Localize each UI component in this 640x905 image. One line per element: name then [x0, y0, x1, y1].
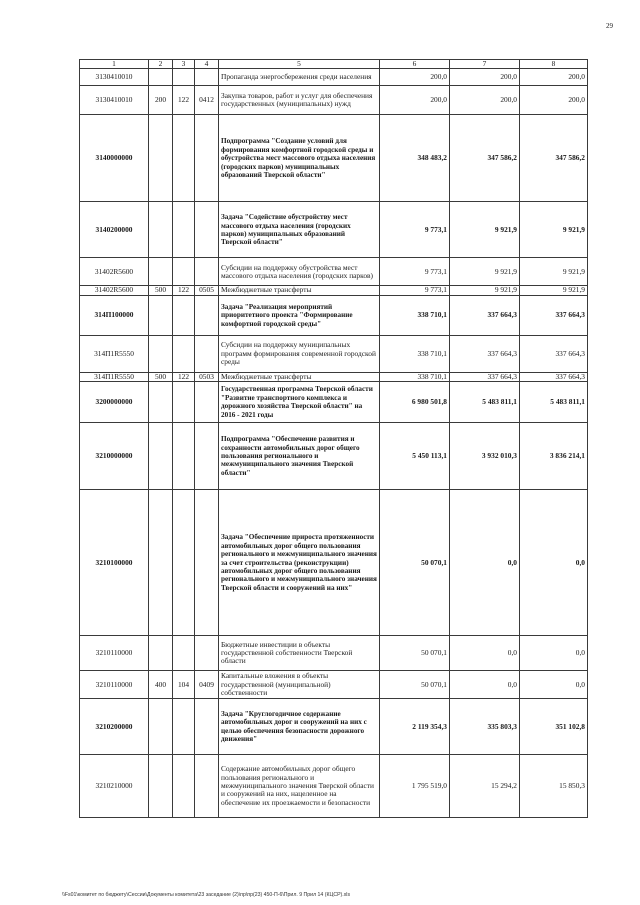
- row-name-cell: Капитальные вложения в объекты государственной (муниципальной) собственности: [219, 671, 380, 699]
- row-value-cell: 338 710,1: [380, 335, 450, 372]
- row-value-cell: 9 921,9: [450, 286, 520, 295]
- table-row: [80, 636, 588, 671]
- row-code-cell: 31402R5600: [80, 258, 149, 286]
- header-cell: 2: [149, 60, 173, 69]
- table-row: [80, 490, 588, 636]
- row-value-cell: 348 483,2: [380, 115, 450, 202]
- row-type-cell: [149, 699, 173, 755]
- row-type-cell: [149, 69, 173, 86]
- row-code-cell: 3210100000: [80, 490, 149, 636]
- budget-table: [79, 59, 588, 818]
- header-cell: 5: [219, 60, 380, 69]
- row-value-cell: 3 932 010,3: [450, 423, 520, 490]
- row-code-cell: 3130410010: [80, 69, 149, 86]
- row-value-cell: 15 850,3: [520, 755, 588, 818]
- row-value-cell: 9 773,1: [380, 286, 450, 295]
- row-name-cell: Подпрограмма "Создание условий для формирования комфортной городской среды и обустройства мест массового отдыха населения (городских парков) муниципальных образований Тверской области": [219, 115, 380, 202]
- row-value-cell: 5 483 811,1: [450, 382, 520, 423]
- row-name-cell: Межбюджетные трансферты: [219, 372, 380, 381]
- row-value-cell: 9 921,9: [520, 286, 588, 295]
- table-row: [80, 258, 588, 286]
- row-section-cell: 0503: [195, 372, 219, 381]
- row-value-cell: 0,0: [450, 636, 520, 671]
- row-name-cell: Подпрограмма "Обеспечение развития и сохранности автомобильных дорог общего пользования регионального и межмуниципального значения Тверской области": [219, 423, 380, 490]
- row-value-cell: 0,0: [520, 490, 588, 636]
- row-code-cell: 3210110000: [80, 636, 149, 671]
- row-code-cell: 3140200000: [80, 202, 149, 258]
- table-row: [80, 335, 588, 372]
- row-admin-cell: [173, 202, 195, 258]
- row-value-cell: 9 921,9: [450, 258, 520, 286]
- row-value-cell: 338 710,1: [380, 372, 450, 381]
- row-code-cell: 3210000000: [80, 423, 149, 490]
- row-code-cell: 3140000000: [80, 115, 149, 202]
- row-section-cell: [195, 755, 219, 818]
- row-name-cell: Межбюджетные трансферты: [219, 286, 380, 295]
- row-type-cell: [149, 490, 173, 636]
- table-row: [80, 755, 588, 818]
- header-cell: 3: [173, 60, 195, 69]
- row-value-cell: 5 450 113,1: [380, 423, 450, 490]
- row-admin-cell: 104: [173, 671, 195, 699]
- row-value-cell: 337 664,3: [520, 295, 588, 335]
- row-value-cell: 9 921,9: [450, 202, 520, 258]
- row-admin-cell: [173, 335, 195, 372]
- row-value-cell: 6 980 501,8: [380, 382, 450, 423]
- row-value-cell: 347 586,2: [450, 115, 520, 202]
- row-value-cell: 337 664,3: [520, 372, 588, 381]
- row-value-cell: 50 070,1: [380, 490, 450, 636]
- row-section-cell: 0505: [195, 286, 219, 295]
- table-row: [80, 115, 588, 202]
- page-number: 29: [606, 22, 613, 30]
- row-name-cell: Бюджетные инвестиции в объекты государственной собственности Тверской области: [219, 636, 380, 671]
- row-value-cell: 200,0: [380, 86, 450, 115]
- row-type-cell: 400: [149, 671, 173, 699]
- row-admin-cell: 122: [173, 86, 195, 115]
- row-section-cell: 0412: [195, 86, 219, 115]
- row-admin-cell: [173, 69, 195, 86]
- row-value-cell: 50 070,1: [380, 636, 450, 671]
- row-section-cell: [195, 202, 219, 258]
- table-row: [80, 423, 588, 490]
- table-row: [80, 202, 588, 258]
- footer-file-path: \\Fs01\комитет по бюджету\Сессии\Документы комитета\23 заседание (2)\пр\пр(23) 450-П-6\Прил. 9 Прил 14 (КЦСР).xls: [62, 892, 351, 898]
- row-section-cell: [195, 636, 219, 671]
- row-name-cell: Задача "Содействие обустройству мест массового отдыха населения (городских парков) муниципальных образований Тверской области": [219, 202, 380, 258]
- row-type-cell: [149, 423, 173, 490]
- row-admin-cell: [173, 295, 195, 335]
- row-value-cell: 2 119 354,3: [380, 699, 450, 755]
- row-type-cell: 500: [149, 286, 173, 295]
- row-code-cell: 31402R5600: [80, 286, 149, 295]
- row-admin-cell: [173, 490, 195, 636]
- row-name-cell: Субсидии на поддержку муниципальных программ формирования современной городской среды: [219, 335, 380, 372]
- row-code-cell: 3210110000: [80, 671, 149, 699]
- row-admin-cell: [173, 382, 195, 423]
- row-section-cell: [195, 115, 219, 202]
- row-name-cell: Содержание автомобильных дорог общего пользования регионального и межмуниципального значения Тверской области и сооружений на них, нацеленное на обеспечение их проезжаемости и безопасности: [219, 755, 380, 818]
- row-code-cell: 3200000000: [80, 382, 149, 423]
- row-section-cell: 0409: [195, 671, 219, 699]
- header-row: [80, 60, 588, 69]
- row-value-cell: 9 921,9: [520, 202, 588, 258]
- row-type-cell: 500: [149, 372, 173, 381]
- table-row: [80, 699, 588, 755]
- row-name-cell: Задача "Реализация мероприятий приоритетного проекта "Формирование комфортной городской среды": [219, 295, 380, 335]
- row-value-cell: 1 795 519,0: [380, 755, 450, 818]
- row-value-cell: 0,0: [520, 671, 588, 699]
- row-value-cell: 200,0: [520, 69, 588, 86]
- row-section-cell: [195, 69, 219, 86]
- row-value-cell: 9 773,1: [380, 258, 450, 286]
- row-admin-cell: 122: [173, 372, 195, 381]
- row-code-cell: 314П100000: [80, 295, 149, 335]
- header-cell: 1: [80, 60, 149, 69]
- row-value-cell: 0,0: [520, 636, 588, 671]
- row-type-cell: [149, 335, 173, 372]
- row-name-cell: Задача "Круглогодичное содержание автомобильных дорог и сооружений на них с целью обеспечения безопасности дорожного движения": [219, 699, 380, 755]
- row-name-cell: Субсидии на поддержку обустройства мест массового отдыха населения (городских парков): [219, 258, 380, 286]
- row-type-cell: [149, 115, 173, 202]
- row-admin-cell: [173, 636, 195, 671]
- row-name-cell: Пропаганда энергосбережения среди населения: [219, 69, 380, 86]
- row-type-cell: [149, 202, 173, 258]
- row-value-cell: 337 664,3: [450, 335, 520, 372]
- row-type-cell: [149, 755, 173, 818]
- row-name-cell: Закупка товаров, работ и услуг для обеспечения государственных (муниципальных) нужд: [219, 86, 380, 115]
- row-value-cell: 200,0: [450, 86, 520, 115]
- row-admin-cell: [173, 115, 195, 202]
- row-value-cell: 335 803,3: [450, 699, 520, 755]
- header-cell: 7: [450, 60, 520, 69]
- table-row: [80, 382, 588, 423]
- header-cell: 4: [195, 60, 219, 69]
- row-name-cell: Государственная программа Тверской области "Развитие транспортного комплекса и дорожного хозяйства Тверской области" на 2016 - 2021 годы: [219, 382, 380, 423]
- row-code-cell: 314П1R5550: [80, 335, 149, 372]
- row-value-cell: 337 664,3: [450, 295, 520, 335]
- table-row: [80, 671, 588, 699]
- table-row: [80, 86, 588, 115]
- table-row: [80, 69, 588, 86]
- row-value-cell: 5 483 811,1: [520, 382, 588, 423]
- row-admin-cell: 122: [173, 286, 195, 295]
- row-value-cell: 347 586,2: [520, 115, 588, 202]
- row-code-cell: 314П1R5550: [80, 372, 149, 381]
- row-name-cell: Задача "Обеспечение прироста протяженности автомобильных дорог общего пользования регионального и межмуниципального значения за счет строительства (реконструкции) автомобильных дорог общего пользования регионального и межмуниципального значения Тверской области и сооружений на них": [219, 490, 380, 636]
- row-section-cell: [195, 699, 219, 755]
- row-section-cell: [195, 258, 219, 286]
- row-value-cell: 337 664,3: [520, 335, 588, 372]
- header-cell: 8: [520, 60, 588, 69]
- table-row: [80, 286, 588, 295]
- row-admin-cell: [173, 699, 195, 755]
- row-admin-cell: [173, 755, 195, 818]
- row-type-cell: 200: [149, 86, 173, 115]
- row-code-cell: 3210210000: [80, 755, 149, 818]
- row-value-cell: 200,0: [520, 86, 588, 115]
- row-value-cell: 0,0: [450, 671, 520, 699]
- row-value-cell: 3 836 214,1: [520, 423, 588, 490]
- row-type-cell: [149, 636, 173, 671]
- row-value-cell: 0,0: [450, 490, 520, 636]
- row-value-cell: 50 070,1: [380, 671, 450, 699]
- row-value-cell: 15 294,2: [450, 755, 520, 818]
- row-value-cell: 338 710,1: [380, 295, 450, 335]
- row-section-cell: [195, 423, 219, 490]
- row-admin-cell: [173, 258, 195, 286]
- row-code-cell: 3130410010: [80, 86, 149, 115]
- row-section-cell: [195, 382, 219, 423]
- row-value-cell: 200,0: [380, 69, 450, 86]
- row-value-cell: 9 773,1: [380, 202, 450, 258]
- table-row: [80, 372, 588, 381]
- row-type-cell: [149, 258, 173, 286]
- row-admin-cell: [173, 423, 195, 490]
- row-section-cell: [195, 490, 219, 636]
- row-section-cell: [195, 295, 219, 335]
- row-value-cell: 337 664,3: [450, 372, 520, 381]
- row-value-cell: 351 102,8: [520, 699, 588, 755]
- row-value-cell: 200,0: [450, 69, 520, 86]
- row-type-cell: [149, 295, 173, 335]
- row-value-cell: 9 921,9: [520, 258, 588, 286]
- table-row: [80, 295, 588, 335]
- row-code-cell: 3210200000: [80, 699, 149, 755]
- row-type-cell: [149, 382, 173, 423]
- header-cell: 6: [380, 60, 450, 69]
- row-section-cell: [195, 335, 219, 372]
